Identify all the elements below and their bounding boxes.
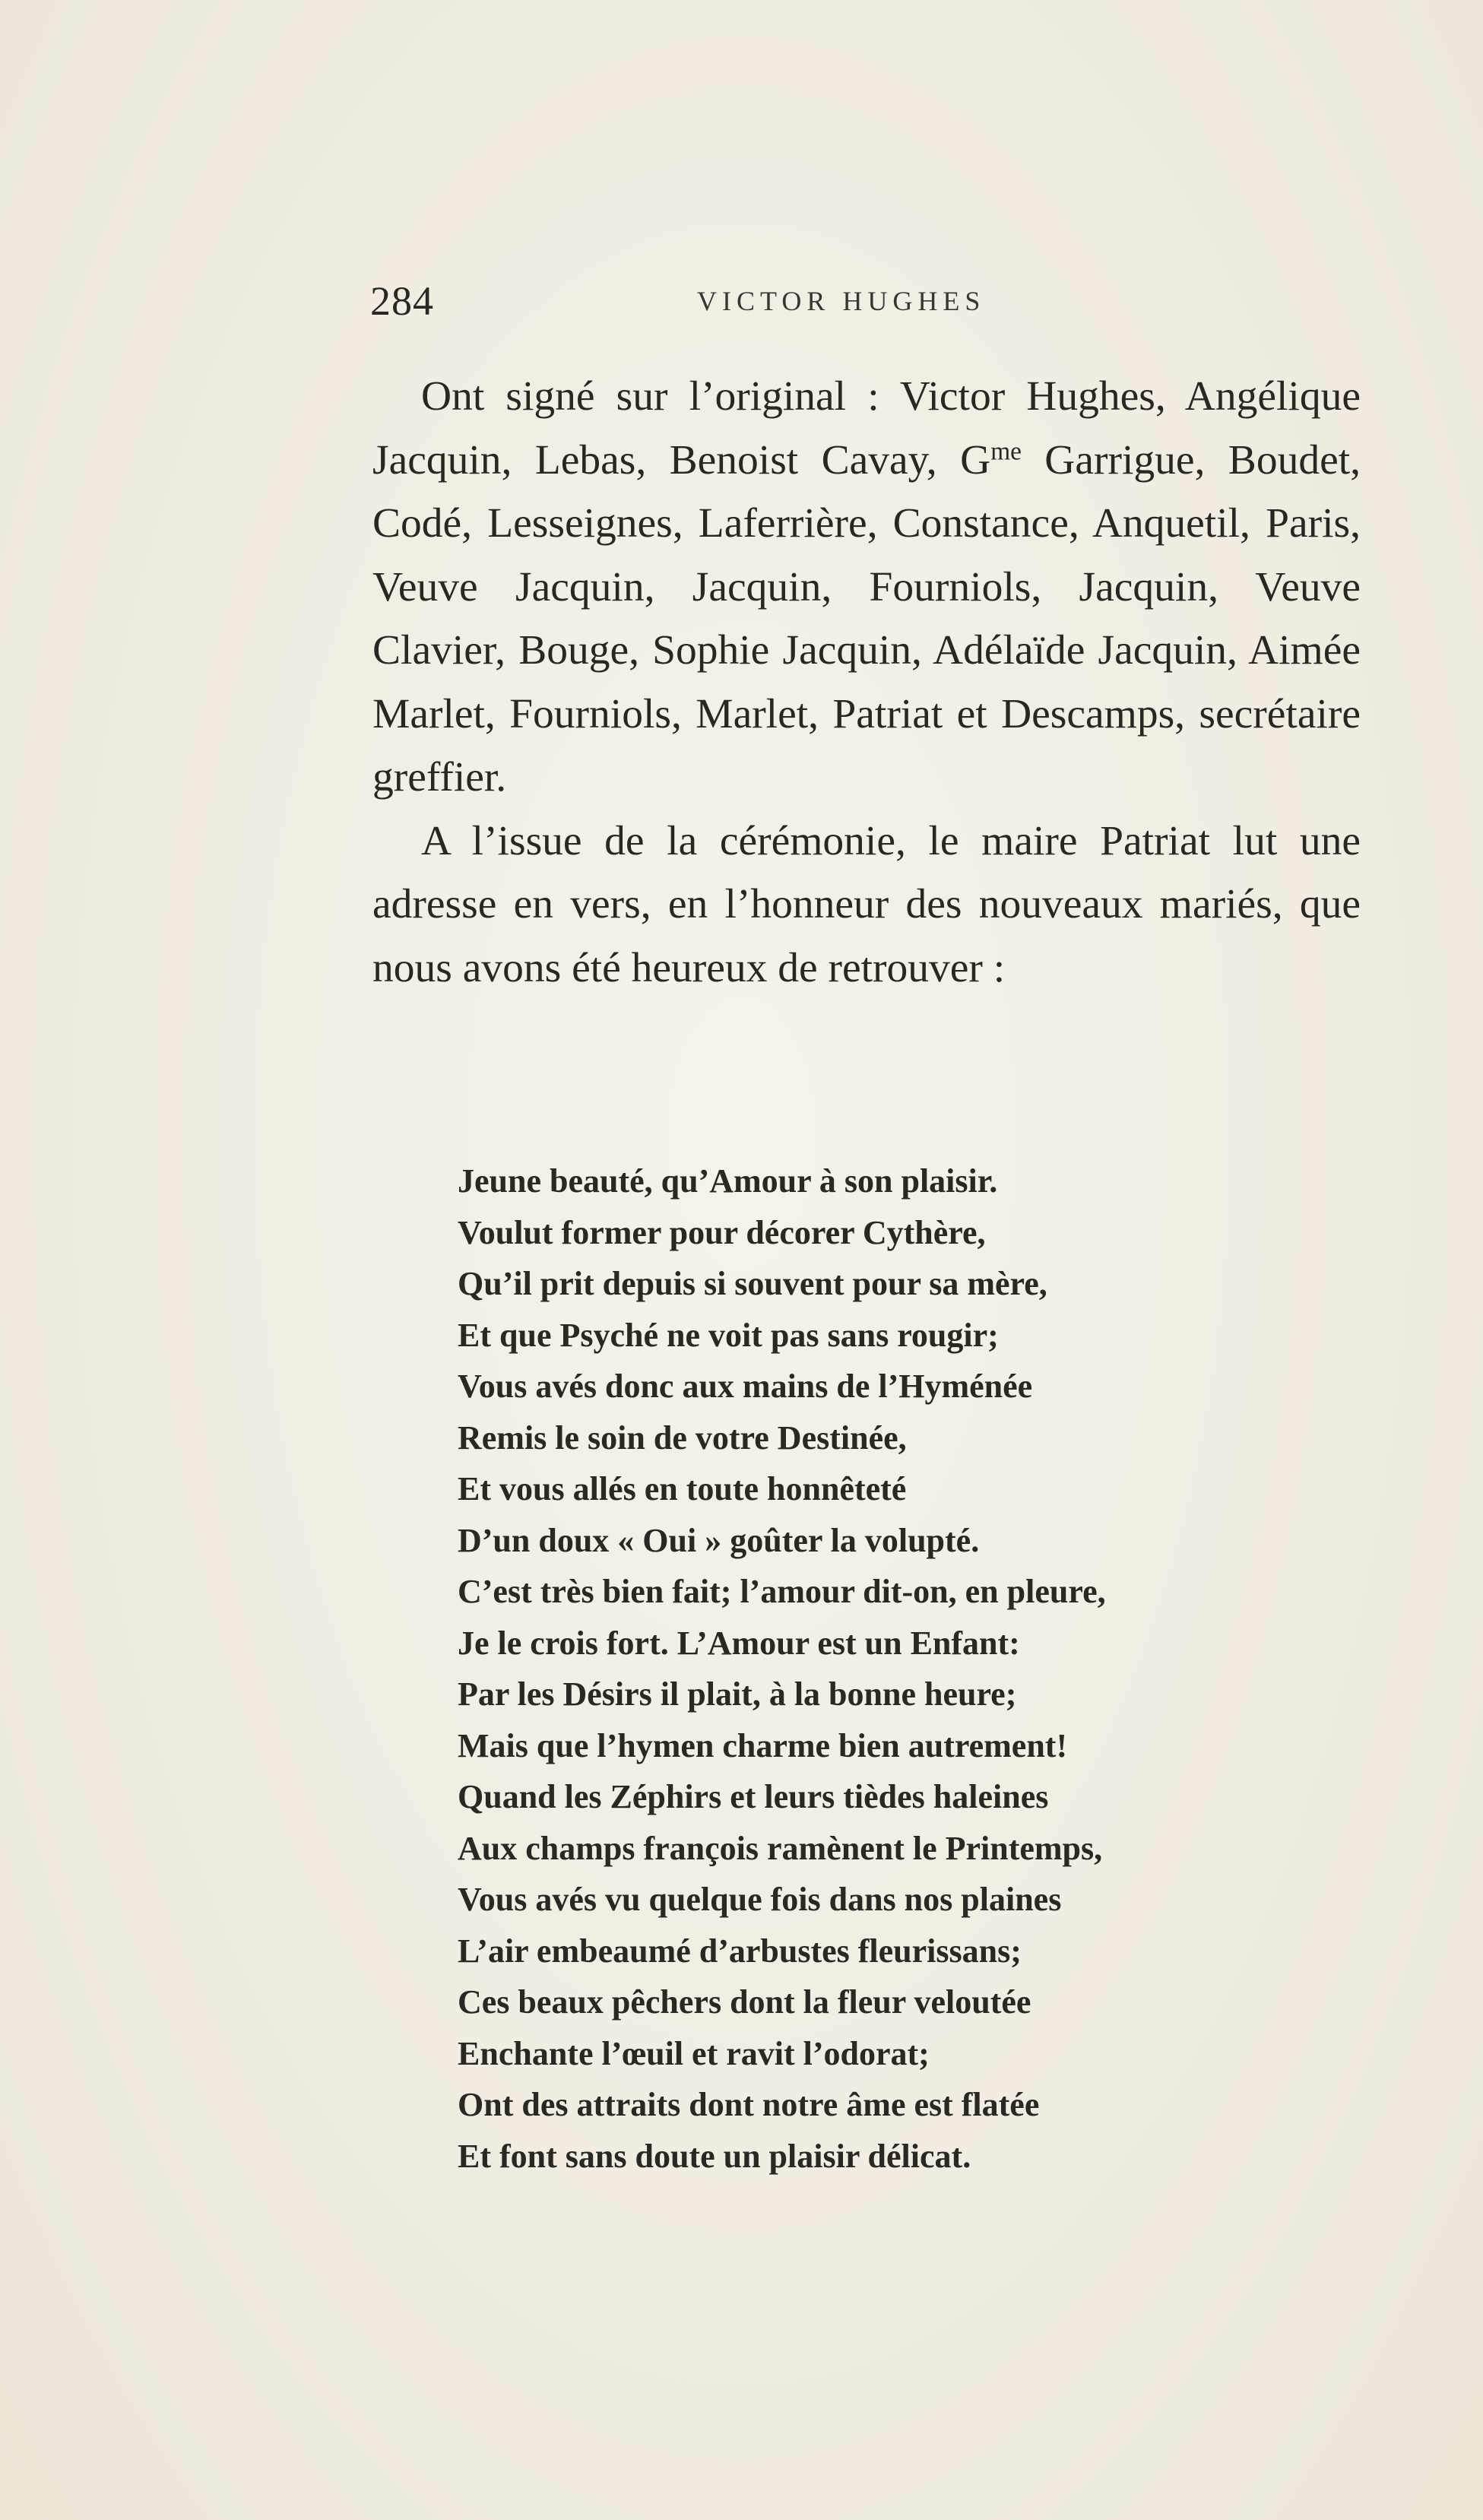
poem-line: Je le crois fort. L’Amour est un Enfant: (458, 1624, 1020, 1662)
signatories-paragraph (372, 365, 1361, 810)
superscript-abbreviation: me (990, 437, 1022, 466)
poem-line: Mais que l’hymen charme bien autrement! (458, 1726, 1068, 1764)
poem-line: Enchante l’œuil et ravit l’odorat; (458, 2034, 930, 2072)
poem-line: Jeune beauté, qu’Amour à son plaisir. (458, 1162, 998, 1200)
poem-line: Qu’il prit depuis si souvent pour sa mère, (458, 1265, 1047, 1302)
page-header (370, 277, 1366, 331)
poem-line: Ces beaux pêchers dont la fleur veloutée (458, 1983, 1031, 2021)
poem-line: Quand les Zéphirs et leurs tièdes haleines (458, 1778, 1049, 1815)
poem-line: Par les Désirs il plait, à la bonne heure; (458, 1675, 1017, 1713)
poem-line: Et vous allés en toute honnêteté (458, 1470, 907, 1507)
poem-line: Vous avés vu quelque fois dans nos plaines (458, 1881, 1062, 1918)
poem-line: Vous avés donc aux mains de l’Hyménée (458, 1368, 1033, 1405)
ceremony-paragraph: A l’issue de la cérémonie, le maire Patriat lut une adresse en vers, en l’honneur des nouveaux mariés, que nous avons été heureux de retrouver : (372, 817, 1361, 991)
poem-line: D’un doux « Oui » goûter la volupté. (458, 1521, 980, 1559)
page-number: 284 (370, 278, 434, 324)
poem-line: Aux champs françois ramènent le Printemps, (458, 1829, 1103, 1867)
poem-line: Ont des attraits dont notre âme est flatée (458, 2086, 1040, 2123)
poem-line: Et que Psyché ne voit pas sans rougir; (458, 1316, 999, 1354)
verse-address (458, 1155, 1294, 2182)
poem-line: Voulut former pour décorer Cythère, (458, 1213, 986, 1251)
paragraph-text-part: Ont signé sur l’original : Victor Hughes, Angélique Jacquin, Lebas, Benoist Cavay, G (372, 373, 1361, 483)
poem-line: Et font sans doute un plaisir délicat. (458, 2137, 971, 2175)
paragraph-text-part: Garrigue, Boudet, Codé, Lesseignes, Laferrière, Constance, Anquetil, Paris, Veuve Jacquin, Jacquin, Fourniols, Jacquin, Veuve Clavier, Bouge, Sophie Jacquin, Adélaïde Jacquin, Aimée Marlet, Fourniols, Marlet, Patriat et Descamps, secrétaire greffier. (372, 436, 1361, 800)
poem-line: Remis le soin de votre Destinée, (458, 1418, 907, 1457)
running-head: VICTOR HUGHES (697, 286, 986, 316)
poem-line: C’est très bien fait; l’amour dit-on, en pleure, (458, 1573, 1106, 1610)
body-text (372, 365, 1361, 1000)
poem-line: L’air embeaumé d’arbustes fleurissans; (458, 1932, 1022, 1970)
